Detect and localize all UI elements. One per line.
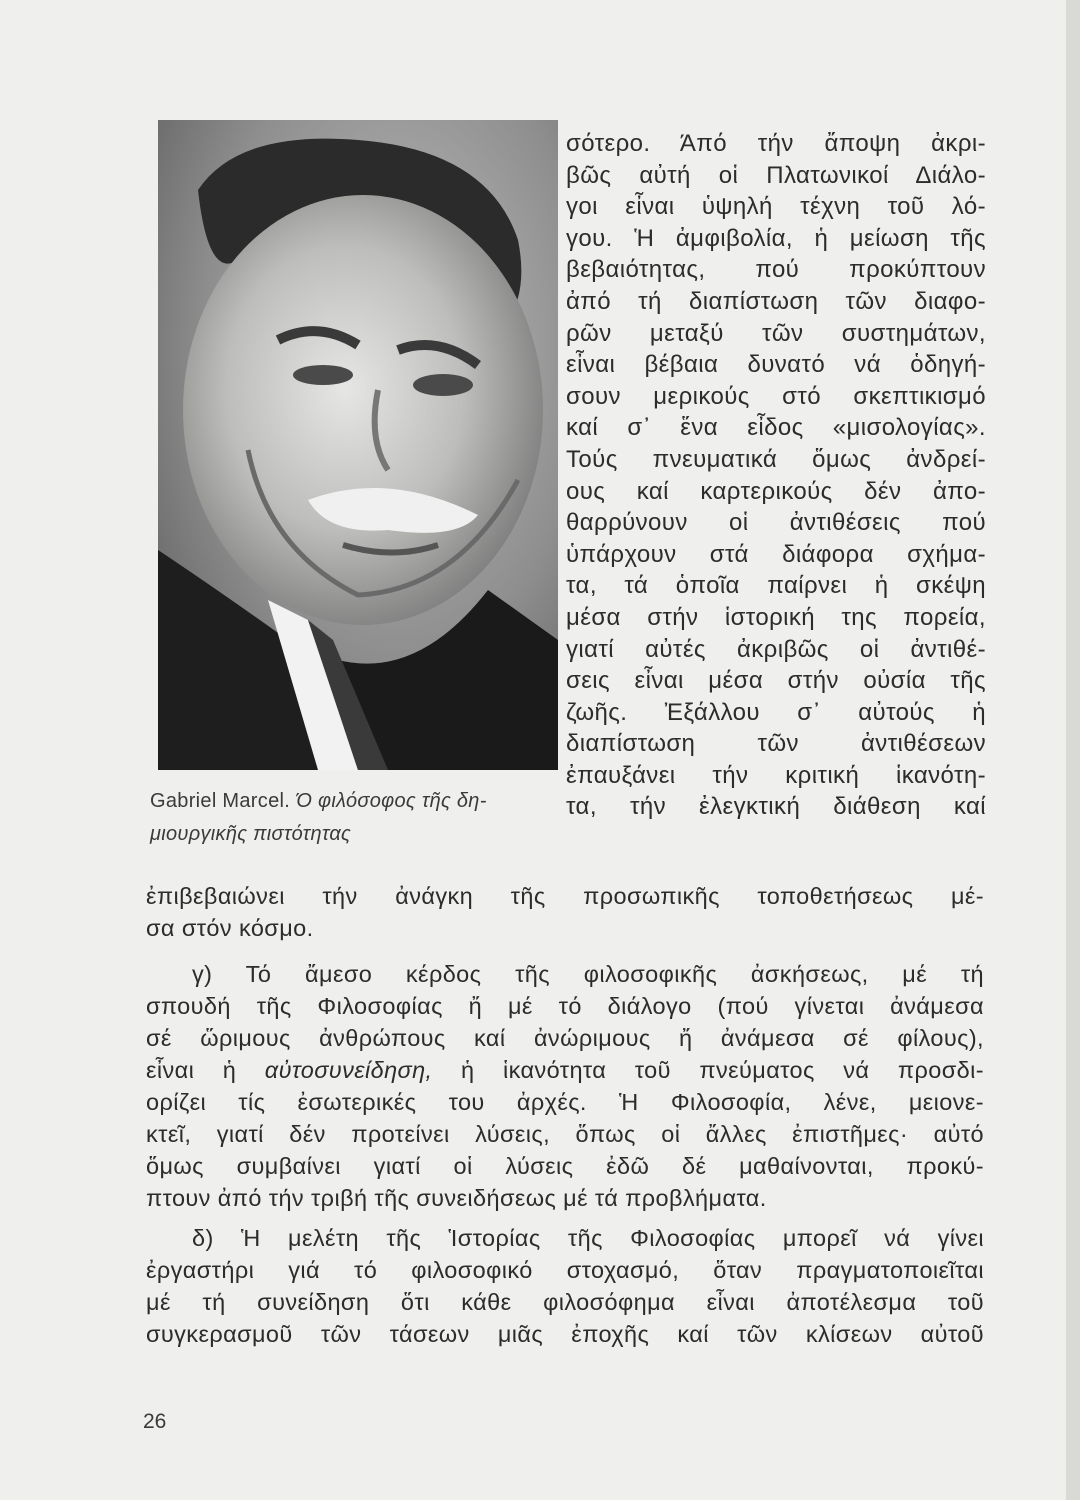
- text-line: σέ ὥριμους ἀνθρώπους καί ἀνώριμους ἤ ἀνάμεσα σέ φίλους),: [146, 1025, 984, 1051]
- caption-name: Gabriel Marcel.: [150, 790, 291, 812]
- text-line: γου. Ἡ ἀμφιβολία, ἡ μείωση τῆς: [566, 224, 986, 252]
- text-line: γ) Τό ἄμεσο κέρδος τῆς φιλοσοφικῆς ἀσκήσεως, μέ τή: [192, 961, 984, 987]
- text-run: ἡ ἱκανότητα τοῦ πνεύματος νά προσδι-: [432, 1057, 984, 1083]
- caption-title-cont: μιουργικῆς πιστότητας: [150, 823, 352, 845]
- portrait-photo: [158, 120, 558, 770]
- text-line: ἀπό τή διαπίστωση τῶν διαφο-: [566, 287, 986, 315]
- text-line: ους καί καρτερικούς δέν ἀπο-: [566, 477, 986, 505]
- paragraph-g: [146, 958, 984, 1214]
- text-line: πτουν ἀπό τήν τριβή τῆς συνειδήσεως μέ τά προβλήματα.: [146, 1185, 767, 1211]
- text-line: σότερο. Άπό τήν ἄποψη ἀκρι-: [566, 130, 986, 157]
- text-line: ορίζει τίς ἐσωτερικές του ἀρχές. Ἡ Φιλοσοφία, λένε, μειονε-: [146, 1089, 984, 1115]
- page-number: 26: [143, 1410, 167, 1433]
- text-line: βῶς αὐτή οἱ Πλατωνικοί Διάλο-: [566, 161, 986, 189]
- photo-caption: [150, 785, 550, 851]
- page-edge: [1066, 0, 1080, 1500]
- text-run: εἶναι ἡ: [146, 1057, 265, 1083]
- text-line: ἐργαστήρι γιά τό φιλοσοφικό στοχασμό, ὅταν πραγματοποιεῖται: [146, 1257, 984, 1283]
- text-line: ὅμως συμβαίνει γιατί οἱ λύσεις ἐδῶ δέ μαθαίνονται, προκύ-: [146, 1153, 984, 1179]
- text-line: συγκερασμοῦ τῶν τάσεων μιᾶς ἐποχῆς καί τῶν κλίσεων αὐτοῦ: [146, 1321, 984, 1347]
- caption-title: Ό φιλόσοφος τῆς δη-: [295, 790, 487, 812]
- paragraph-d: [146, 1222, 984, 1350]
- text-line: σπουδή τῆς Φιλοσοφίας ἤ μέ τό διάλογο (πού γίνεται ἀνάμεσα: [146, 993, 984, 1019]
- text-line: σεις εἶναι μέσα στήν οὐσία τῆς: [566, 667, 986, 695]
- text-line: σα στόν κόσμο.: [146, 915, 314, 941]
- text-line: [146, 1054, 984, 1086]
- text-line: εἶναι βέβαια δυνατό νά ὁδηγή-: [566, 351, 986, 379]
- text-line: μέ τή συνείδηση ὅτι κάθε φιλοσόφημα εἶναι ἀποτέλεσμα τοῦ: [146, 1289, 984, 1315]
- text-line: διαπίστωση τῶν ἀντιθέσεων: [566, 730, 986, 758]
- text-line: τα, τά ὁποῖα παίρνει ἡ σκέψη: [566, 572, 986, 600]
- text-line: ρῶν μεταξύ τῶν συστημάτων,: [566, 319, 986, 347]
- text-line: Τούς πνευματικά ὅμως ἀνδρεί-: [566, 445, 986, 473]
- text-line: κτεῖ, γιατί δέν προτείνει λύσεις, ὅπως οἱ ἄλλες ἐπιστῆμες· αὐτό: [146, 1121, 984, 1147]
- text-line: βεβαιότητας, πού προκύπτουν: [566, 256, 986, 284]
- text-line: γιατί αὐτές ἀκριβῶς οἱ ἀντιθέ-: [566, 635, 986, 663]
- text-line: θαρρύνουν οἱ ἀντιθέσεις πού: [566, 509, 986, 537]
- portrait-image: [158, 120, 558, 770]
- text-line: ζωῆς. Ἐξάλλου σ᾽ αὐτούς ἡ: [566, 698, 986, 726]
- text-line: ἐπιβεβαιώνει τήν ἀνάγκη τῆς προσωπικῆς τοποθετήσεως μέ-: [146, 883, 984, 909]
- text-line: τα, τήν ἐλεγκτική διάθεση καί: [566, 793, 986, 821]
- right-text-column: [566, 128, 986, 823]
- text-line: καί σ᾽ ἕνα εἶδος «μισολογίας».: [566, 414, 986, 442]
- emphasis-self-awareness: αὐτοσυνείδηση,: [264, 1057, 433, 1083]
- text-line: γοι εἶναι ὑψηλή τέχνη τοῦ λό-: [566, 193, 986, 221]
- full-width-text: [146, 880, 984, 1350]
- text-line: μέσα στήν ἱστορική της πορεία,: [566, 603, 986, 631]
- text-line: ὑπάρχουν στά διάφορα σχήμα-: [566, 540, 986, 568]
- text-line: δ) Ἡ μελέτη τῆς Ἱστορίας τῆς Φιλοσοφίας μπορεῖ νά γίνει: [192, 1225, 984, 1251]
- text-line: σουν μερικούς στό σκεπτικισμό: [566, 382, 986, 410]
- text-line: ἐπαυξάνει τήν κριτική ἱκανότη-: [566, 761, 986, 789]
